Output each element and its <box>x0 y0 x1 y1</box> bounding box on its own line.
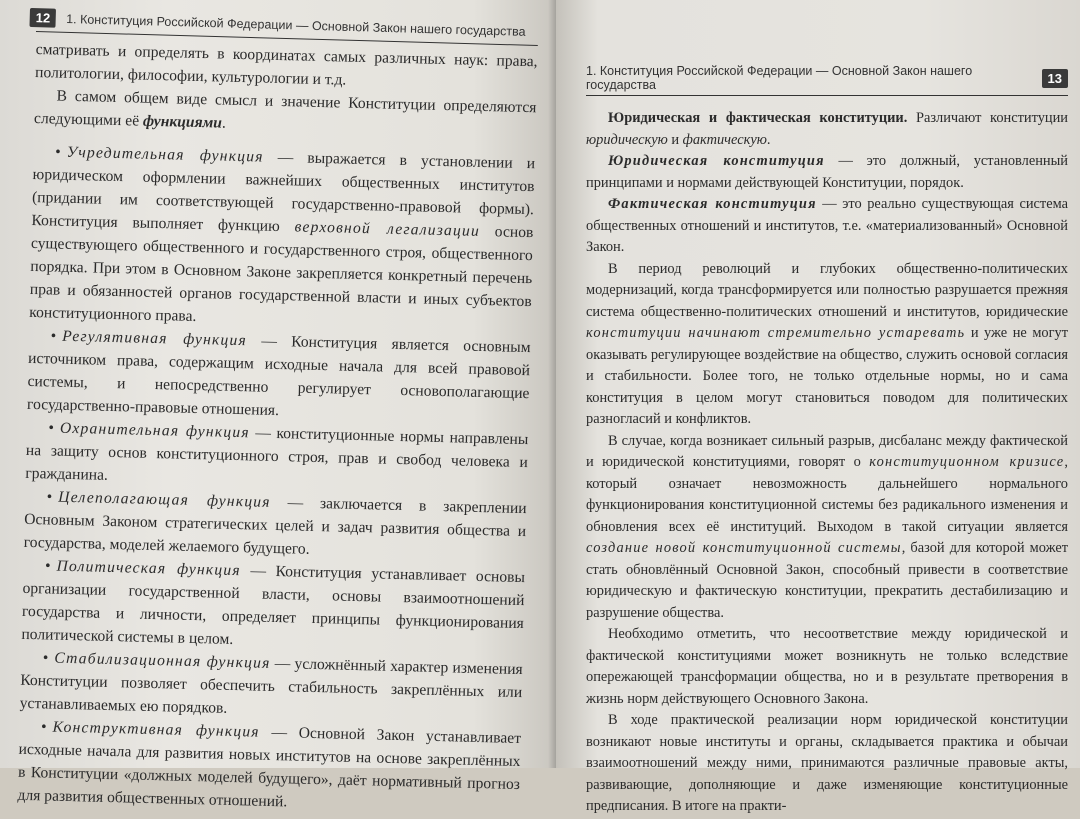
paragraph: Необходимо отметить, что несоответствие между юридической и фактической конституциями может возникнуть не только вследствие опережающей трансформации общества, но и в результате претворения в жизнь норм действующего Основного Закона. <box>586 626 1068 707</box>
list-item: • Конструктивная функция — Основной Закон устанавливает исходные начала для развития новых институтов на основе закреплённых в Конституции «должных моделей будущего», даёт нормативный прогноз для развития общественных отношений. <box>17 718 522 811</box>
function-term: Политическая функция <box>56 557 242 580</box>
list-item: • Учредительная функция — выражается в установлении и юридическом оформлении важнейших общественных институтов (придании им соответствующей государственно-правовой формы). Конституция выполняет функцию верховной легализации основ существующего общественного и государственного строя, общественного порядка. При этом в Основном Законе закрепляется конкретный перечень прав и обязанностей органов государственной власти и иных субъектов конституционного права. <box>29 143 536 325</box>
paragraph: В период революций и глубоких общественно-политических модернизаций, когда трансформируется или полностью разрушается прежняя система общественно-политических отношений и институтов, юридические конституции начинают стремительно устаревать и уже не могут оказывать регулирующее воздействие на общество, служить основой согласия и стабильности. Более того, не только отдельные нормы, но и сама конституция в целом могут становиться поводом для политических разногласий и конфликтов. <box>586 260 1069 427</box>
page-number: 13 <box>1042 69 1068 88</box>
paragraph-functions-intro: В самом общем виде смысл и значение Конституции определяются следующими её функциями. <box>33 87 537 132</box>
list-item: • Целеполагающая функция — заключается в закреплении Основным Законом стратегических целей и задач развития общества и государства, моделей желаемого будущего. <box>23 488 527 558</box>
term-juridical: Юридическая конституция <box>608 153 825 169</box>
functions-list <box>17 140 535 819</box>
function-term: Стабилизационная функция <box>54 649 271 672</box>
function-term: Охранительная функция <box>59 419 250 442</box>
definition-juridical: Юридическая конституция — это должный, установленный принципами и нормами действующей Конституции, порядок. <box>586 153 1068 191</box>
function-term: Целеполагающая функция <box>58 488 271 511</box>
list-item: • Стабилизационная функция — усложнённый характер изменения Конституции позволяет обеспечить стабильность закреплённых или устанавливаемых ею порядков. <box>19 649 523 717</box>
section-title: Юридическая и фактическая конституции. <box>608 110 908 126</box>
header-rule <box>586 95 1068 96</box>
function-term: Конструктивная функция <box>52 718 260 741</box>
running-header-right <box>586 0 1068 92</box>
term-factual: Фактическая конституция <box>608 196 817 212</box>
page-number: 12 <box>29 8 56 28</box>
running-head-text: 1. Конституция Российской Федерации — Основной Закон нашего государства <box>65 11 526 39</box>
list-item: • Политическая функция — Конституция устанавливает основы организации государственной власти, основы взаимоотношений государства и личности, определяет принципы функционирования политической системы в целом. <box>21 557 526 648</box>
running-head-text: 1. Конституция Российской Федерации — Основной Закон нашего государства <box>586 64 973 92</box>
left-page-body <box>17 38 538 819</box>
paragraph: сматривать и определять в координатах самых различных наук: права, политологии, философии, культурологии и т.д. <box>34 40 538 89</box>
running-header-left <box>29 8 537 41</box>
function-term: Учредительная функция <box>66 143 264 166</box>
paragraph: В случае, когда возникает сильный разрыв, дисбаланс между фактической и юридической конституциями, говорят о конституционном кризисе, который означает невозможность дальнейшего нормального функционирования конституционной системы без радикального изменения и обновления всех её институций. Выходом в такой ситуации является создание новой конституционной системы, базой для которой может стать обновлённый Основной Закон, способный привести в соответствие юридическую и фактическую конституции, прекратить дестабилизацию и разрушение общества. <box>586 432 1068 621</box>
list-item: • Регулятивная функция — Конституция является основным источником права, содержащим исходные начала для всей правовой системы, и непосредственно регулирует основополагающие государственно-правовые отношения. <box>26 327 531 420</box>
list-item: • Охранительная функция — конституционные нормы направлены на защиту основ конституционного строя, прав и свобод человека и гражданина. <box>25 419 529 484</box>
function-term: Регулятивная функция <box>61 327 248 350</box>
right-page <box>556 0 1080 814</box>
definition-factual: Фактическая конституция — это реально существующая система общественных отношений и институтов, т.е. «материализованный» Основной Закон. <box>586 196 1069 255</box>
section-heading-paragraph: Юридическая и фактическая конституции. Различают конституции юридическую и фактическую. <box>586 110 1068 148</box>
paragraph: В ходе практической реализации норм юридической конституции возникают новые институты и органы, складывается практика и обычаи взаимоотношений между ними, принимаются различные правовые акты, развивающие, дополняющие и даже изменяющие конституционные предписания. В итоге на практи- <box>586 712 1068 814</box>
emphasis-functions: функциями <box>142 112 223 132</box>
